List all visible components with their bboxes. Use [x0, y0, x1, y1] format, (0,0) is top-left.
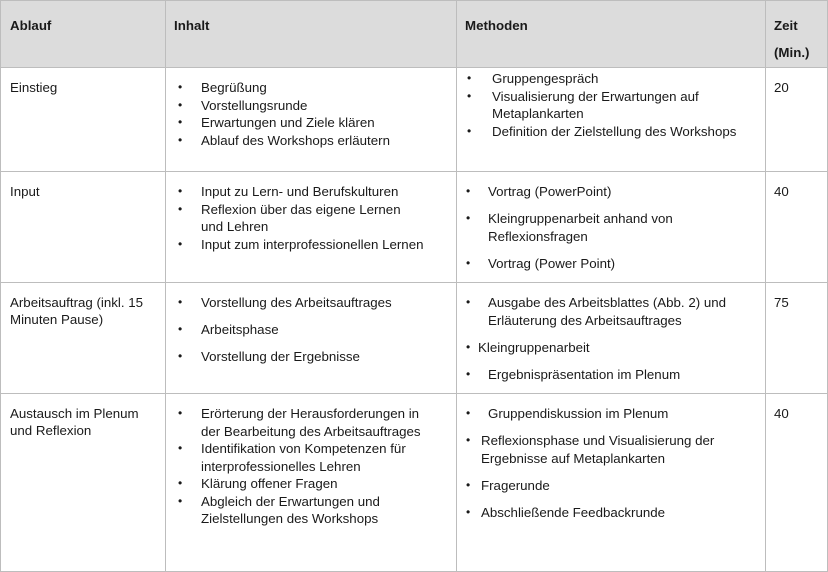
inhalt-list: [176, 294, 426, 366]
list-item: • Vorstellung der Ergebnisse: [176, 348, 426, 366]
table-row: [1, 68, 828, 172]
methoden-cell: [457, 394, 766, 572]
list-item: • Kleingruppenarbeit anhand von Reflexionsfragen: [466, 210, 737, 245]
list-item: • Abschließende Feedbackrunde: [466, 504, 737, 522]
inhalt-cell: [166, 172, 457, 283]
header-zeit: [766, 1, 828, 68]
inhalt-list: [176, 183, 426, 253]
methoden-cell: [457, 172, 766, 283]
inhalt-cell: [166, 283, 457, 394]
ablauf-cell: Austausch im Plenum und Reflexion: [1, 394, 166, 572]
header-row: [1, 1, 828, 68]
list-item: • Reflexion über das eigene Lernen und Lehren: [176, 201, 426, 236]
methoden-list: [466, 183, 737, 272]
list-item: • Vortrag (PowerPoint): [466, 183, 737, 201]
zeit-cell: 20: [766, 68, 828, 172]
methoden-list: [466, 70, 737, 140]
header-zeit-label: Zeit: [774, 18, 798, 33]
methoden-cell: [457, 283, 766, 394]
list-item: • Visualisierung der Erwartungen auf Metaplankarten: [466, 88, 737, 123]
list-item: • Abgleich der Erwartungen und Zielstellungen des Workshops: [176, 493, 426, 528]
list-item: • Ergebnispräsentation im Plenum: [466, 366, 737, 384]
table-row: [1, 394, 828, 572]
inhalt-cell: [166, 394, 457, 572]
methoden-list: [466, 294, 737, 383]
list-item: • Klärung offener Fragen: [176, 475, 426, 493]
list-item: • Kleingruppenarbeit: [466, 339, 737, 357]
zeit-cell: 40: [766, 172, 828, 283]
list-item: • Input zu Lern- und Berufskulturen: [176, 183, 426, 201]
list-item: • Vorstellung des Arbeitsauftrages: [176, 294, 426, 312]
inhalt-cell: [166, 68, 457, 172]
list-item: • Ablauf des Workshops erläutern: [176, 132, 426, 150]
ablauf-cell: Arbeitsauftrag (inkl. 15 Minuten Pause): [1, 283, 166, 394]
inhalt-list: [176, 79, 426, 149]
list-item: • Definition der Zielstellung des Workshops: [466, 123, 737, 141]
list-item: • Identifikation von Kompetenzen für interprofessionelles Lehren: [176, 440, 426, 475]
list-item: • Gruppengespräch: [466, 70, 737, 88]
header-ablauf: Ablauf: [1, 1, 166, 68]
list-item: • Fragerunde: [466, 477, 737, 495]
list-item: • Erwartungen und Ziele klären: [176, 114, 426, 132]
list-item: • Gruppendiskussion im Plenum: [466, 405, 737, 423]
list-item: • Begrüßung: [176, 79, 426, 97]
ablauf-cell: Input: [1, 172, 166, 283]
methoden-cell: [457, 68, 766, 172]
zeit-cell: 75: [766, 283, 828, 394]
ablauf-cell: Einstieg: [1, 68, 166, 172]
methoden-list: [466, 405, 737, 521]
list-item: • Ausgabe des Arbeitsblattes (Abb. 2) und Erläuterung des Arbeitsauftrages: [466, 294, 737, 329]
header-inhalt: Inhalt: [166, 1, 457, 68]
list-item: • Reflexionsphase und Visualisierung der Ergebnisse auf Metaplankarten: [466, 432, 737, 467]
inhalt-list: [176, 405, 426, 528]
table-row: [1, 172, 828, 283]
table-row: [1, 283, 828, 394]
list-item: • Vortrag (Power Point): [466, 255, 737, 273]
header-zeit-unit: (Min.): [774, 45, 810, 60]
zeit-cell: 40: [766, 394, 828, 572]
list-item: • Input zum interprofessionellen Lernen: [176, 236, 426, 254]
header-methoden: Methoden: [457, 1, 766, 68]
list-item: • Vorstellungsrunde: [176, 97, 426, 115]
list-item: • Erörterung der Herausforderungen in der Bearbeitung des Arbeitsauftrages: [176, 405, 426, 440]
list-item: • Arbeitsphase: [176, 321, 426, 339]
